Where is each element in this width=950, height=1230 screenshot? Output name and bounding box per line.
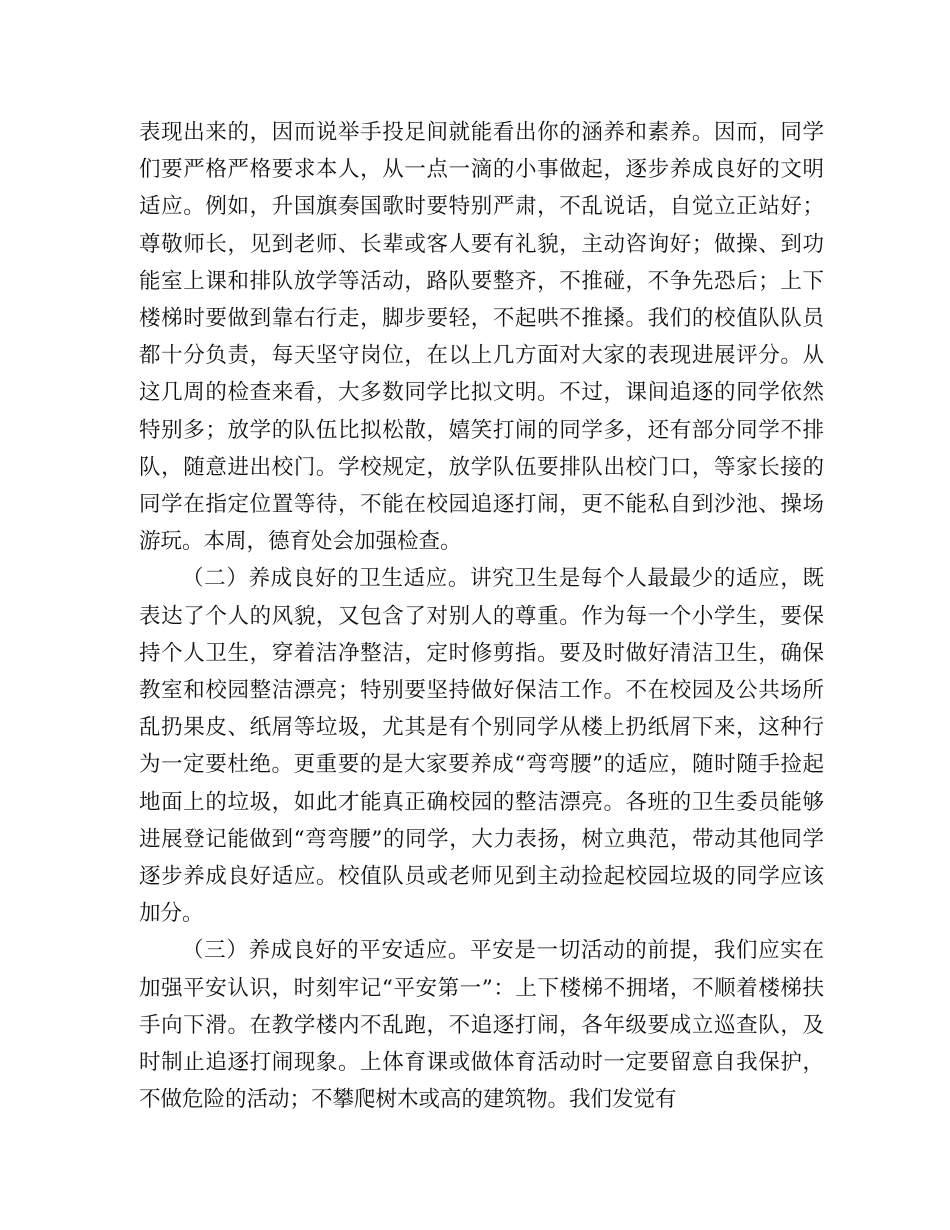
document-page bbox=[139, 114, 824, 1118]
paragraph-civility: 表现出来的，因而说举手投足间就能看出你的涵养和素养。因而，同学们要严格严格要求本人，从一点一滴的小事做起，逐步养成良好的文明适应。例如，升国旗奏国歌时要特别严肃，不乱说话，自觉立正站好；尊敬师长，见到老师、长辈或客人要有礼貌，主动咨询好；做操、到功能室上课和排队放学等活动，路队要整齐，不推碰，不争先恐后；上下楼梯时要做到靠右行走，脚步要轻，不起哄不推搡。我们的校值队队员都十分负责，每天坚守岗位，在以上几方面对大家的表现进展评分。从这几周的检查来看，大多数同学比拟文明。不过，课间追逐的同学依然特别多；放学的队伍比拟松散，嬉笑打闹的同学多，还有部分同学不排队，随意进出校门。学校规定，放学队伍要排队出校门口，等家长接的同学在指定位置等待，不能在校园追逐打闹，更不能私自到沙池、操场游玩。本周，德育处会加强检查。 bbox=[139, 120, 824, 555]
paragraph-hygiene: （二）养成良好的卫生适应。讲究卫生是每个人最最少的适应，既表达了个人的风貌，又包含了对别人的尊重。作为每一个小学生，要保持个人卫生，穿着洁净整洁，定时修剪指。要及时做好清洁卫生，确保教室和校园整洁漂亮；特别要坚持做好保洁工作。不在校园及公共场所乱扔果皮、纸屑等垃圾，尤其是有个别同学从楼上扔纸屑下来，这种行为一定要杜绝。更重要的是大家要养成“弯弯腰”的适应，随时随手捡起地面上的垃圾，如此才能真正确校园的整洁漂亮。各班的卫生委员能够进展登记能做到“弯弯腰”的同学，大力表扬，树立典范，带动其他同学逐步养成良好适应。校值队员或老师见到主动捡起校园垃圾的同学应该加分。 bbox=[139, 566, 824, 927]
paragraph-safety: （三）养成良好的平安适应。平安是一切活动的前提，我们应实在加强平安认识，时刻牢记“平安第一”：上下楼梯不拥堵，不顺着楼梯扶手向下滑。在教学楼内不乱跑，不追逐打闹，各年级要成立巡查队，及时制止追逐打闹现象。上体育课或做体育活动时一定要留意自我保护，不做危险的活动；不攀爬树木或高的建筑物。我们发觉有 bbox=[139, 938, 824, 1113]
